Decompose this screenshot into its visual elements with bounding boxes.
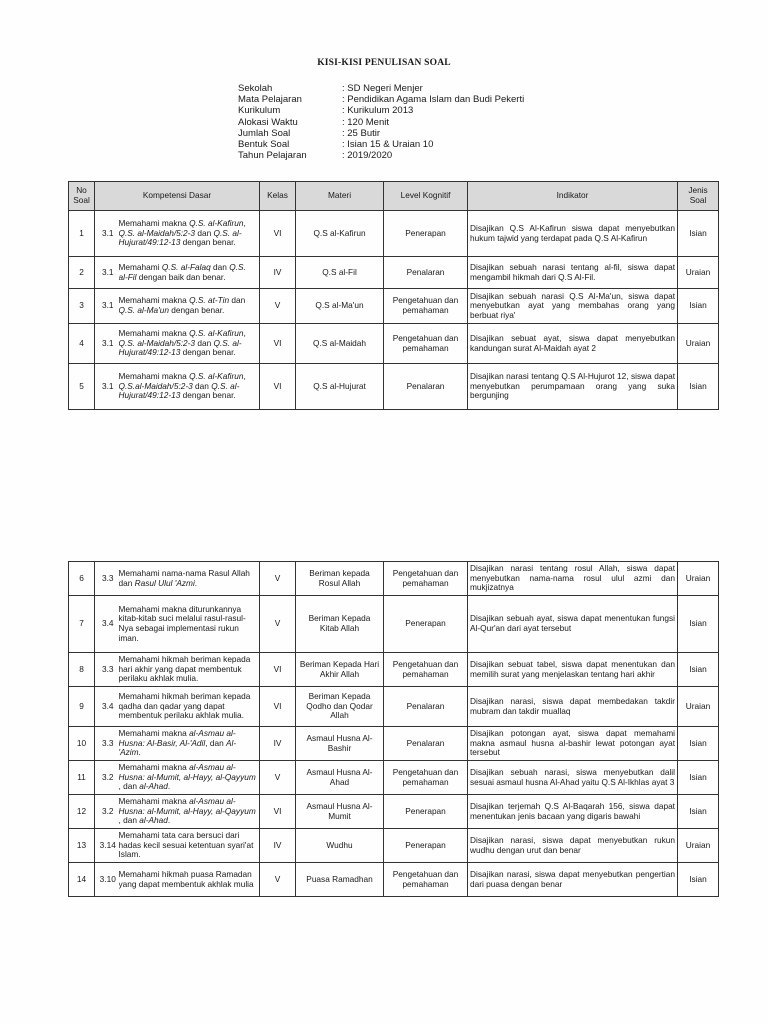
row-level-kognitif: Penalaran [384, 727, 468, 761]
row-jenis-soal: Uraian [678, 257, 719, 289]
info-value: : 25 Butir [342, 127, 381, 139]
info-value: : 2019/2020 [342, 150, 393, 162]
info-label: Kurikulum [238, 105, 281, 117]
row-materi: Puasa Ramadhan [296, 863, 384, 897]
row-indikator: Disajikan narasi tentang Q.S Al-Hujurot 12, siswa dapat menyebutkan perumpamaan orang yang suka bergunjing [468, 364, 678, 410]
row-jenis-soal: Isian [678, 761, 719, 795]
table-row [69, 795, 719, 829]
row-jenis-soal: Isian [678, 364, 719, 410]
row-level-kognitif: Penerapan [384, 211, 468, 257]
row-indikator: Disajikan potongan ayat, siswa dapat memahami makna asmaul husna al-bashir lewat potongan ayat tersebut [468, 727, 678, 761]
table-row [69, 687, 719, 727]
row-kelas: IV [260, 829, 296, 863]
header-kelas: Kelas [260, 182, 296, 211]
row-level-kognitif: Penalaran [384, 364, 468, 410]
row-jenis-soal: Uraian [678, 562, 719, 596]
row-kd-number: 3.1 [95, 324, 119, 364]
table-row [69, 727, 719, 761]
row-kelas: V [260, 761, 296, 795]
document-info [238, 83, 524, 161]
row-indikator: Disajikan sebuah narasi tentang al-fil, siswa dapat mengambil hikmah dari Q.S Al-Fil. [468, 257, 678, 289]
row-no: 11 [69, 761, 95, 795]
row-level-kognitif: Pengetahuan dan pemahaman [384, 761, 468, 795]
row-no: 13 [69, 829, 95, 863]
row-kompetensi-dasar: Memahami makna Q.S. at-Tin dan Q.S. al-Ma'un dengan benar. [119, 289, 260, 324]
info-label: Sekolah [238, 83, 273, 94]
table-row [69, 364, 719, 410]
row-kelas: VI [260, 324, 296, 364]
row-indikator: Disajikan narasi, siswa dapat menyebutkan pengertian dari puasa dengan benar [468, 863, 678, 897]
info-label: Mata Pelajaran [238, 94, 302, 106]
row-materi: Wudhu [296, 829, 384, 863]
row-level-kognitif: Penerapan [384, 829, 468, 863]
row-no: 5 [69, 364, 95, 410]
row-jenis-soal: Isian [678, 596, 719, 653]
header-jenis-soal: Jenis Soal [678, 182, 719, 211]
row-kd-number: 3.3 [95, 727, 119, 761]
row-level-kognitif: Pengetahuan dan pemahaman [384, 289, 468, 324]
row-jenis-soal: Isian [678, 653, 719, 687]
row-kd-number: 3.1 [95, 211, 119, 257]
row-no: 1 [69, 211, 95, 257]
row-materi: Asmaul Husna Al-Ahad [296, 761, 384, 795]
row-level-kognitif: Pengetahuan dan pemahaman [384, 562, 468, 596]
table-row [69, 596, 719, 653]
row-jenis-soal: Isian [678, 795, 719, 829]
row-materi: Q.S al-Hujurat [296, 364, 384, 410]
row-no: 2 [69, 257, 95, 289]
row-materi: Asmaul Husna Al-Mumit [296, 795, 384, 829]
info-value: : Kurikulum 2013 [342, 105, 414, 117]
row-level-kognitif: Penalaran [384, 687, 468, 727]
info-row [238, 150, 524, 161]
row-kompetensi-dasar: Memahami makna al-Asmau al-Husna: al-Mumit, al-Hayy, al-Qayyum , dan al-Ahad. [119, 795, 260, 829]
row-kelas: V [260, 863, 296, 897]
info-value: : Pendidikan Agama Islam dan Budi Pekerti [342, 94, 525, 106]
table-row [69, 863, 719, 897]
row-kelas: IV [260, 727, 296, 761]
row-kd-number: 3.1 [95, 289, 119, 324]
header-kompetensi-dasar: Kompetensi Dasar [95, 182, 260, 211]
table-row [69, 324, 719, 364]
row-materi: Q.S al-Kafirun [296, 211, 384, 257]
info-row [238, 105, 524, 116]
table-row [69, 562, 719, 596]
info-label: Jumlah Soal [238, 127, 291, 139]
row-indikator: Disajikan narasi, siswa dapat menyebutkan rukun wudhu dengan urut dan benar [468, 829, 678, 863]
row-kompetensi-dasar: Memahami makna Q.S. al-Kafirun, Q.S. al-Maidah/5:2-3 dan Q.S. al- Hujurat/49:12-13 dengan benar. [119, 211, 260, 257]
row-kompetensi-dasar: Memahami makna Q.S. al-Kafirun, Q.S.al-Maidah/5:2-3 dan Q.S. al- Hujurat/49:12-13 dengan benar. [119, 364, 260, 410]
row-materi: Asmaul Husna Al-Bashir [296, 727, 384, 761]
header-materi: Materi [296, 182, 384, 211]
row-kompetensi-dasar: Memahami hikmah beriman kepada hari akhir yang dapat membentuk perilaku akhlak mulia. [119, 653, 260, 687]
kisi-table-2 [68, 561, 719, 897]
info-label: Bentuk Soal [238, 139, 290, 151]
row-level-kognitif: Pengetahuan dan pemahaman [384, 863, 468, 897]
row-level-kognitif: Penalaran [384, 257, 468, 289]
row-materi: Beriman Kepada Hari Akhir Allah [296, 653, 384, 687]
kisi-table-1 [68, 181, 719, 410]
row-kelas: VI [260, 653, 296, 687]
info-label: Alokasi Waktu [238, 116, 298, 128]
row-kd-number: 3.14 [95, 829, 119, 863]
row-kompetensi-dasar: Memahami makna al-Asmau al-Husna: al-Mumit, al-Hayy, al-Qayyum , dan al-Ahad. [119, 761, 260, 795]
row-kd-number: 3.10 [95, 863, 119, 897]
row-kelas: V [260, 289, 296, 324]
table-row [69, 211, 719, 257]
row-indikator: Disajikan narasi tentang rosul Allah, siswa dapat menyebutkan nama-nama rosul ulul azmi dan mukjizatnya [468, 562, 678, 596]
row-kd-number: 3.2 [95, 795, 119, 829]
row-materi: Q.S al-Fil [296, 257, 384, 289]
row-no: 4 [69, 324, 95, 364]
row-indikator: Disajikan sebuah ayat, siswa dapat menentukan fungsi Al-Qur'an dari ayat tersebut [468, 596, 678, 653]
row-materi: Q.S al-Maidah [296, 324, 384, 364]
info-row [238, 139, 524, 150]
table-row [69, 761, 719, 795]
row-level-kognitif: Pengetahuan dan pemahaman [384, 324, 468, 364]
row-kelas: V [260, 596, 296, 653]
info-label: Tahun Pelajaran [238, 150, 307, 162]
row-indikator: Disajikan sebuah narasi Q.S Al-Ma'un, siswa dapat menyebutkan ayat yang membahas orang yang berbuat riya' [468, 289, 678, 324]
row-jenis-soal: Isian [678, 211, 719, 257]
row-materi: Q.S al-Ma'un [296, 289, 384, 324]
row-kd-number: 3.3 [95, 653, 119, 687]
row-jenis-soal: Uraian [678, 829, 719, 863]
row-kompetensi-dasar: Memahami makna al-Asmau al-Husna: Al-Basir, Al-'Adil, dan Al-'Azim. [119, 727, 260, 761]
row-jenis-soal: Isian [678, 289, 719, 324]
row-jenis-soal: Uraian [678, 687, 719, 727]
info-value: : Isian 15 & Uraian 10 [342, 139, 434, 151]
row-kd-number: 3.1 [95, 364, 119, 410]
info-value: : SD Negeri Menjer [342, 83, 423, 94]
row-kelas: VI [260, 364, 296, 410]
row-level-kognitif: Pengetahuan dan pemahaman [384, 653, 468, 687]
row-indikator: Disajikan Q.S Al-Kafirun siswa dapat menyebutkan hukum tajwid yang terdapat pada Q.S Al-Kafirun [468, 211, 678, 257]
document-title: KISI-KISI PENULISAN SOAL [317, 58, 451, 68]
row-kd-number: 3.4 [95, 596, 119, 653]
row-kompetensi-dasar: Memahami makna Q.S. al-Kafirun, Q.S. al-Maidah/5:2-3 dan Q.S. al- Hujurat/49:12-13 dengan benar. [119, 324, 260, 364]
row-kelas: VI [260, 795, 296, 829]
row-kelas: IV [260, 257, 296, 289]
row-no: 6 [69, 562, 95, 596]
row-no: 3 [69, 289, 95, 324]
row-kompetensi-dasar: Memahami tata cara bersuci dari hadas kecil sesuai ketentuan syari'at Islam. [119, 829, 260, 863]
row-kompetensi-dasar: Memahami Q.S. al-Falaq dan Q.S. al-Fil dengan baik dan benar. [119, 257, 260, 289]
row-kompetensi-dasar: Memahami nama-nama Rasul Allah dan Rasul Ulul 'Azmi. [119, 562, 260, 596]
row-level-kognitif: Penerapan [384, 596, 468, 653]
row-kompetensi-dasar: Memahami hikmah beriman kepada qadha dan qadar yang dapat membentuk perilaku akhlak mulia. [119, 687, 260, 727]
row-no: 8 [69, 653, 95, 687]
row-indikator: Disajikan sebuat ayat, siswa dapat menyebutkan kandungan surat Al-Maidah ayat 2 [468, 324, 678, 364]
info-row [238, 83, 524, 94]
row-indikator: Disajikan narasi, siswa dapat membedakan takdir mubram dan takdir muallaq [468, 687, 678, 727]
info-value: : 120 Menit [342, 116, 389, 128]
row-jenis-soal: Isian [678, 727, 719, 761]
row-indikator: Disajikan sebuah narasi, siswa menyebutkan dalil sesuai asmaul husna Al-Ahad yaitu Q.S Al-Ikhlas ayat 3 [468, 761, 678, 795]
table-row [69, 829, 719, 863]
table-row [69, 653, 719, 687]
row-indikator: Disajikan terjemah Q.S Al-Baqarah 156, siswa dapat menentukan jenis bacaan yang digaris bawahi [468, 795, 678, 829]
row-kompetensi-dasar: Memahami makna diturunkannya kitab-kitab suci melalui rasul-rasul-Nya sebagai implementasi rukun iman. [119, 596, 260, 653]
row-no: 14 [69, 863, 95, 897]
row-kelas: VI [260, 687, 296, 727]
table-row [69, 257, 719, 289]
header-indikator: Indikator [468, 182, 678, 211]
row-jenis-soal: Uraian [678, 324, 719, 364]
row-materi: Beriman kepada Rosul Allah [296, 562, 384, 596]
info-row [238, 128, 524, 139]
row-no: 9 [69, 687, 95, 727]
row-kd-number: 3.1 [95, 257, 119, 289]
row-kd-number: 3.3 [95, 562, 119, 596]
info-row [238, 94, 524, 105]
header-no-soal: No Soal [69, 182, 95, 211]
row-level-kognitif: Penerapan [384, 795, 468, 829]
row-materi: Beriman Kepada Qodho dan Qodar Allah [296, 687, 384, 727]
row-no: 10 [69, 727, 95, 761]
row-no: 7 [69, 596, 95, 653]
row-materi: Beriman Kepada Kitab Allah [296, 596, 384, 653]
table-row [69, 289, 719, 324]
row-no: 12 [69, 795, 95, 829]
row-indikator: Disajikan sebuat tabel, siswa dapat menentukan dan memilih surat yang menjelaskan tentang hari akhir [468, 653, 678, 687]
row-kompetensi-dasar: Memahami hikmah puasa Ramadan yang dapat membentuk akhlak mulia [119, 863, 260, 897]
row-kd-number: 3.4 [95, 687, 119, 727]
row-kelas: VI [260, 211, 296, 257]
row-jenis-soal: Isian [678, 863, 719, 897]
row-kelas: V [260, 562, 296, 596]
row-kd-number: 3.2 [95, 761, 119, 795]
info-row [238, 117, 524, 128]
header-level-kognitif: Level Kognitif [384, 182, 468, 211]
